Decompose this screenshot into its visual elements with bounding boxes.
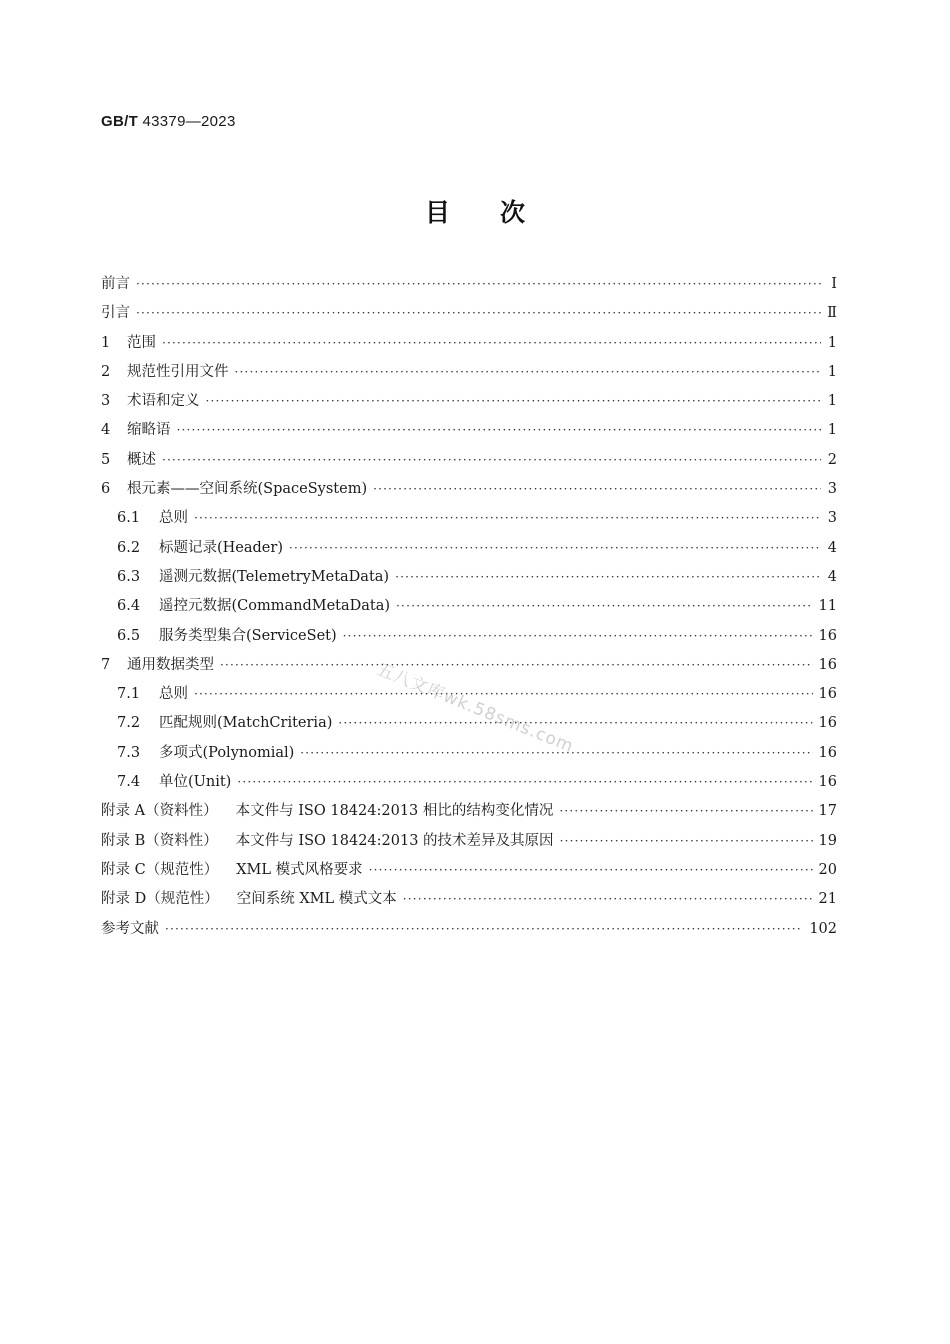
toc-leader-dots xyxy=(560,827,813,856)
document-code-prefix: GB/T xyxy=(101,113,139,130)
toc-entry-title: 前言 xyxy=(101,276,130,292)
toc-entry-title: 标题记录(Header) xyxy=(159,539,283,556)
toc-entry-page: 16 xyxy=(818,715,837,732)
toc-entry[interactable] xyxy=(101,768,837,797)
toc-entry[interactable] xyxy=(101,387,837,416)
toc-leader-dots xyxy=(220,651,813,680)
toc-leader-dots xyxy=(369,856,813,885)
toc-entry-number: 6 xyxy=(101,481,111,498)
toc-entry-number: 7.1 xyxy=(117,686,141,703)
toc-entry[interactable] xyxy=(101,563,837,592)
toc-entry-page: 1 xyxy=(827,334,837,351)
toc-leader-dots xyxy=(373,475,821,504)
toc-entry[interactable] xyxy=(101,827,837,856)
toc-leader-dots xyxy=(162,446,821,475)
toc-entry-number: 附录 B（资料性） xyxy=(101,832,218,849)
toc-entry-title: 遥测元数据(TelemetryMetaData) xyxy=(159,568,390,585)
toc-leader-dots xyxy=(300,739,812,768)
toc-entry[interactable] xyxy=(101,885,837,914)
toc-entry-page: 1 xyxy=(827,422,837,439)
toc-entry-number: 7.3 xyxy=(117,744,141,761)
toc-entry-number: 2 xyxy=(101,363,111,380)
toc-entry-title: 规范性引用文件 xyxy=(127,363,229,380)
toc-entry-title: 根元素——空间系统(SpaceSystem) xyxy=(127,481,368,498)
toc-entry-title: 参考文献 xyxy=(101,920,159,937)
toc-entry[interactable] xyxy=(101,709,837,738)
toc-entry[interactable] xyxy=(101,915,837,944)
toc-entry-page: 2 xyxy=(827,451,837,468)
toc-entry-title: 多项式(Polynomial) xyxy=(159,744,295,761)
toc-entry-page: 3 xyxy=(827,481,837,498)
toc-leader-dots xyxy=(136,270,821,299)
toc-entry-number: 附录 D（规范性） xyxy=(101,891,219,908)
toc-entry-page: 102 xyxy=(809,920,837,937)
toc-entry-page: 16 xyxy=(818,627,837,644)
toc-leader-dots xyxy=(194,504,821,533)
toc-leader-dots xyxy=(194,680,813,709)
toc-leader-dots xyxy=(338,709,812,738)
toc-entry-page: 21 xyxy=(818,891,837,908)
document-code-number: 43379—2023 xyxy=(142,113,236,130)
toc-entry-title: 匹配规则(MatchCriteria) xyxy=(159,715,333,732)
toc-leader-dots xyxy=(289,534,821,563)
toc-entry-page: 17 xyxy=(818,803,837,820)
toc-entry[interactable] xyxy=(101,856,837,885)
toc-entry-number: 6.4 xyxy=(117,598,141,615)
toc-entry-number: 附录 C（规范性） xyxy=(101,861,219,878)
toc-entry-title: 本文件与 ISO 18424:2013 的技术差异及其原因 xyxy=(235,832,554,849)
toc-entry-number: 7 xyxy=(101,656,111,673)
toc-entry[interactable] xyxy=(101,592,837,621)
toc-entry-title: 范围 xyxy=(127,334,156,351)
toc-entry-page: 20 xyxy=(818,861,837,878)
toc-leader-dots xyxy=(403,885,813,914)
toc-entry-number: 6.2 xyxy=(117,539,141,556)
toc-entry-page: 11 xyxy=(818,598,837,615)
toc-entry[interactable] xyxy=(101,797,837,826)
toc-entry-title: 通用数据类型 xyxy=(127,656,214,673)
toc-entry-title: 总则 xyxy=(159,510,188,527)
toc-entry-number: 4 xyxy=(101,422,111,439)
toc-entry[interactable] xyxy=(101,534,837,563)
toc-entry[interactable] xyxy=(101,416,837,445)
toc-leader-dots xyxy=(206,387,822,416)
toc-entry[interactable] xyxy=(101,358,837,387)
toc-entry-number: 3 xyxy=(101,393,111,410)
toc-entry-number: 1 xyxy=(101,334,111,351)
toc-entry-number: 5 xyxy=(101,451,111,468)
toc-entry-title: XML 模式风格要求 xyxy=(236,861,363,878)
toc-leader-dots xyxy=(235,358,822,387)
toc-leader-dots xyxy=(165,915,803,944)
toc-entry-page: Ⅱ xyxy=(827,305,837,322)
toc-entry[interactable] xyxy=(101,739,837,768)
toc-entry-page: 19 xyxy=(818,832,837,849)
toc-entry-title: 概述 xyxy=(127,451,156,468)
toc-entry-title: 总则 xyxy=(159,686,188,703)
toc-entry-number: 7.4 xyxy=(117,774,141,791)
toc-leader-dots xyxy=(395,563,821,592)
toc-leader-dots xyxy=(237,768,812,797)
toc-entry-page: 16 xyxy=(818,774,837,791)
toc-entry-page: 4 xyxy=(827,568,837,585)
toc-entry-title: 术语和定义 xyxy=(127,393,200,410)
toc-entry-number: 6.1 xyxy=(117,510,141,527)
toc-entry[interactable] xyxy=(101,329,837,358)
toc-leader-dots xyxy=(343,622,813,651)
toc-leader-dots xyxy=(559,797,812,826)
toc-entry-page: 4 xyxy=(827,539,837,556)
toc-entry[interactable] xyxy=(101,651,837,680)
watermark: 五八文库wk.58sms.com xyxy=(373,659,577,758)
toc-entry-number: 附录 A（资料性） xyxy=(101,803,218,820)
toc-entry-title: 服务类型集合(ServiceSet) xyxy=(159,627,337,644)
toc-entry[interactable] xyxy=(101,475,837,504)
toc-entry-title: 本文件与 ISO 18424:2013 相比的结构变化情况 xyxy=(235,803,554,820)
table-of-contents xyxy=(101,270,837,944)
toc-leader-dots xyxy=(396,592,813,621)
toc-entry-page: 3 xyxy=(827,510,837,527)
toc-entry[interactable] xyxy=(101,504,837,533)
toc-entry-number: 6.5 xyxy=(117,627,141,644)
toc-entry[interactable] xyxy=(101,299,837,328)
page-title: 目 次 xyxy=(424,198,525,227)
toc-leader-dots xyxy=(136,299,821,328)
toc-entry[interactable] xyxy=(101,622,837,651)
toc-entry-number: 7.2 xyxy=(117,715,141,732)
toc-leader-dots xyxy=(177,416,822,445)
toc-leader-dots xyxy=(162,329,821,358)
toc-entry-page: 1 xyxy=(827,393,837,410)
toc-entry[interactable] xyxy=(101,270,837,299)
toc-entry-number: 6.3 xyxy=(117,568,141,585)
document-code xyxy=(101,113,236,130)
toc-entry[interactable] xyxy=(101,446,837,475)
toc-entry-title: 引言 xyxy=(101,305,130,322)
toc-entry-title: 空间系统 XML 模式文本 xyxy=(236,891,397,908)
toc-entry-page: 1 xyxy=(827,363,837,380)
toc-entry[interactable] xyxy=(101,680,837,709)
toc-entry-title: 遥控元数据(CommandMetaData) xyxy=(159,598,391,615)
toc-entry-page: 16 xyxy=(818,656,837,673)
toc-entry-page: Ⅰ xyxy=(831,276,837,292)
toc-entry-title: 单位(Unit) xyxy=(159,774,232,791)
toc-entry-page: 16 xyxy=(818,744,837,761)
toc-entry-title: 缩略语 xyxy=(127,422,171,439)
toc-entry-page: 16 xyxy=(818,686,837,703)
